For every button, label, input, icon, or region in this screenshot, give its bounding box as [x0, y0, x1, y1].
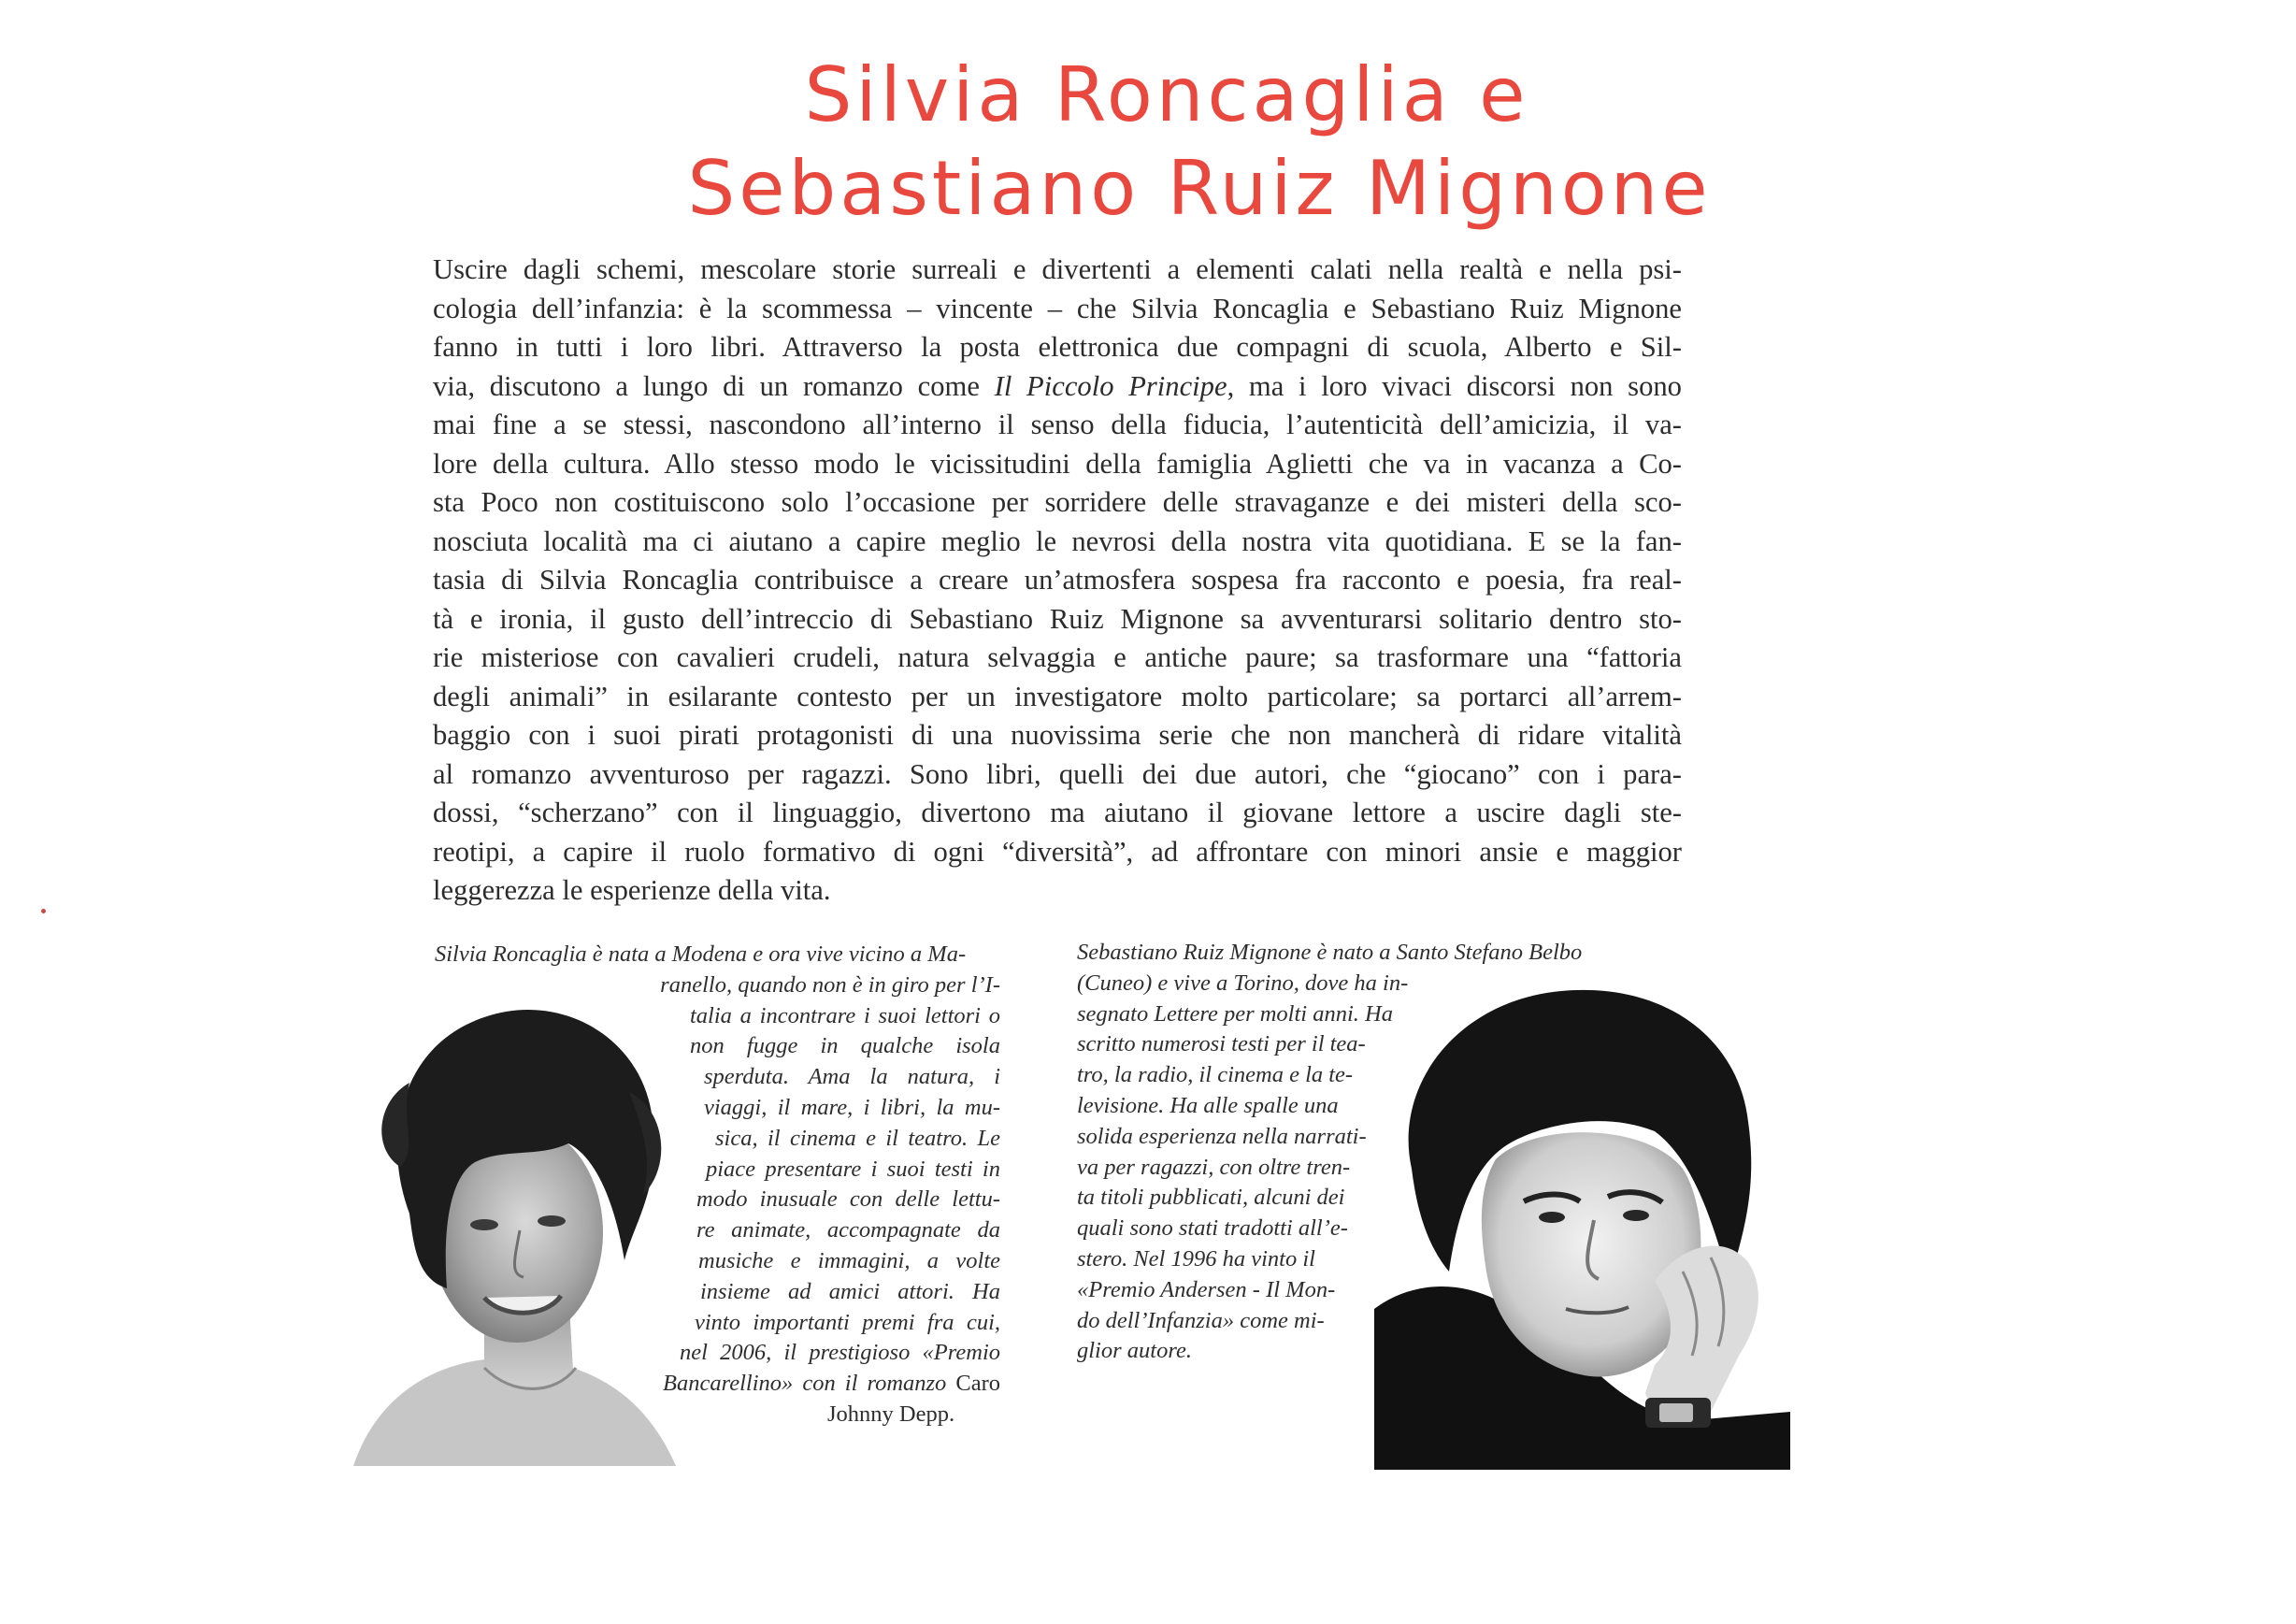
intro-line: mai fine a se stessi, nascondono all’interno il senso della fiducia, l’autenticità dell’amicizia, il va-: [433, 409, 1682, 440]
bio-line: Silvia Roncaglia è nata a Modena e ora vive vicino a Ma-: [435, 941, 967, 967]
intro-line: dossi, “scherzano” con il linguaggio, divertono ma aiutano il giovane lettore a uscire dagli ste-: [433, 797, 1682, 828]
intro-text: , ma i loro vivaci discorsi non sono: [1227, 369, 1682, 402]
scan-speck: [41, 909, 46, 913]
intro-line: tà e ironia, il gusto dell’intreccio di Sebastiano Ruiz Mignone sa avventurarsi solitario dentro sto-: [433, 602, 1682, 635]
bio-line: piace presentare i suoi testi in: [706, 1156, 1000, 1182]
title-line-2: Sebastiano Ruiz Mignone: [687, 145, 1712, 232]
bio-line: tro, la radio, il cinema e la te-: [1077, 1062, 1354, 1088]
intro-text: via, discutono a lungo di un romanzo come: [433, 369, 995, 402]
intro-line: Uscire dagli schemi, mescolare storie surreali e divertenti a elementi calati nella realtà e nella psi-: [433, 253, 1682, 285]
bio-line: talia a incontrare i suoi lettori o: [690, 1002, 1000, 1028]
intro-line: baggio con i suoi pirati protagonisti di una nuovissima serie che non mancherà di ridare vitalità: [433, 719, 1682, 751]
bio-line: ranello, quando non è in giro per l’I-: [660, 971, 1000, 998]
bio-line: re animate, accompagnate da: [696, 1217, 1000, 1243]
bio-line: levisione. Ha alle spalle una: [1077, 1092, 1339, 1118]
intro-line: lore della cultura. Allo stesso modo le vicissitudini della famiglia Aglietti che va in vacanza a Co-: [433, 447, 1682, 480]
bio-line: vinto importanti premi fra cui,: [695, 1309, 1000, 1335]
bio-line: do dell’Infanzia» come mi-: [1077, 1307, 1325, 1333]
intro-line: degli animali” in esilarante contesto per un investigatore molto particolare; sa portarci all’arrem-: [433, 680, 1682, 712]
bio-line: «Premio Andersen - Il Mon-: [1077, 1276, 1336, 1302]
bio-line: va per ragazzi, con oltre tren-: [1077, 1154, 1351, 1180]
bio-sebastiano-ruiz-mignone: [1077, 938, 1685, 1367]
intro-line: al romanzo avventuroso per ragazzi. Sono libri, quelli dei due autori, che “giocano” con i para-: [433, 757, 1682, 790]
intro-line: cologia dell’infanzia: è la scommessa – vincente – che Silvia Roncaglia e Sebastiano Ruiz Mignone: [433, 292, 1682, 324]
book-title-piccolo-principe: Il Piccolo Principe: [994, 369, 1227, 402]
bio-line: sperduta. Ama la natura, i: [704, 1064, 1000, 1090]
bio-line: segnato Lettere per molti anni. Ha: [1077, 1000, 1393, 1027]
bio-line: stero. Nel 1996 ha vinto il: [1077, 1245, 1315, 1272]
intro-line: sta Poco non costituiscono solo l’occasione per sorridere delle stravaganze e dei misteri della sco-: [433, 486, 1682, 518]
bio-line: viaggi, il mare, i libri, la mu-: [704, 1094, 1000, 1120]
intro-line: tasia di Silvia Roncaglia contribuisce a creare un’atmosfera sospesa fra racconto e poesia, fra real-: [433, 564, 1682, 596]
intro-paragraph: [433, 251, 1682, 911]
bio-text: Bancarellino» con il romanzo: [663, 1371, 956, 1397]
bio-text: Johnny Depp.: [827, 1401, 955, 1427]
bio-line: musiche e immagini, a volte: [698, 1247, 1000, 1273]
book-title-caro-johnny-depp-end: [827, 1400, 1000, 1430]
intro-line: [433, 367, 1682, 407]
bio-line: solida esperienza nella narrati-: [1077, 1123, 1367, 1149]
bio-line: sica, il cinema e il teatro. Le: [715, 1125, 1000, 1151]
bio-line: nel 2006, il prestigioso «Premio: [680, 1340, 1000, 1366]
bio-line: scritto numerosi testi per il tea-: [1077, 1031, 1366, 1057]
bio-line: non fugge in qualche isola: [690, 1033, 1000, 1059]
bio-line: (Cuneo) e vive a Torino, dove ha in-: [1077, 970, 1409, 996]
bio-line: ta titoli pubblicati, alcuni dei: [1077, 1185, 1345, 1211]
intro-line: rie misteriose con cavalieri crudeli, natura selvaggia e antiche paure; sa trasformare una “fattoria: [433, 641, 1682, 673]
bio-line: Sebastiano Ruiz Mignone è nato a Santo Stefano Belbo: [1077, 940, 1583, 965]
bio-line: modo inusuale con delle lettu-: [696, 1186, 1000, 1213]
intro-line: leggerezza le esperienze della vita.: [433, 874, 831, 906]
bio-line: glior autore.: [1077, 1338, 1192, 1364]
title-line-1: Silvia Roncaglia e: [804, 51, 1529, 138]
bio-silvia-roncaglia: [435, 940, 1000, 1430]
intro-line: reotipi, a capire il ruolo formativo di ogni “diversità”, ad affrontare con minori ansie e maggior: [433, 835, 1682, 868]
bio-line: insieme ad amici attori. Ha: [700, 1278, 1000, 1304]
bio-line: quali sono stati tradotti all’e-: [1077, 1215, 1348, 1242]
intro-line: fanno in tutti i loro libri. Attraverso la posta elettronica due compagni di scuola, Alberto e Sil-: [433, 331, 1682, 363]
book-title-caro-johnny-depp: Caro: [955, 1371, 1000, 1397]
intro-line: nosciuta località ma ci aiutano a capire meglio le nevrosi della nostra vita quotidiana. E se la fan-: [433, 525, 1682, 557]
bio-line: [663, 1369, 1000, 1400]
